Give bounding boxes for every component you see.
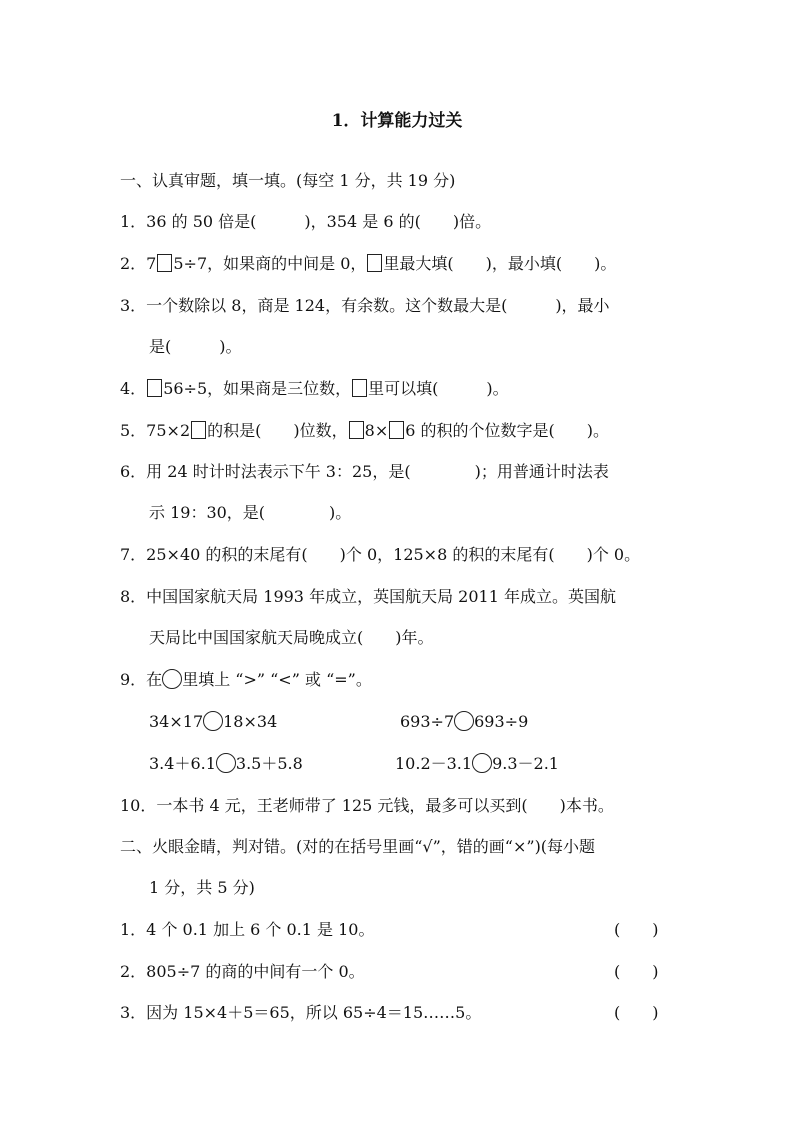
- question-2-part-a: 2．7: [120, 254, 157, 273]
- question-4: [120, 378, 509, 400]
- question-9-row-1: [149, 711, 709, 733]
- judge-item-3: [120, 1002, 680, 1024]
- compare-circle[interactable]: [162, 669, 182, 689]
- question-4-part-a: 4．: [120, 379, 147, 398]
- question-1: 1．36 的 50 倍是( )，354 是 6 的( )倍。: [120, 212, 492, 231]
- question-8-line-1: 8．中国国家航天局 1993 年成立，英国航天局 2011 年成立。英国航: [120, 587, 616, 606]
- question-5-part-c: 8×: [364, 421, 389, 440]
- question-9-intro-a: 9．在: [120, 670, 163, 689]
- answer-box[interactable]: [157, 254, 172, 272]
- page-title: 1．计算能力过关: [331, 111, 463, 131]
- section2-heading-line-2: 1 分，共 5 分): [149, 878, 255, 897]
- question-6-line-1: 6．用 24 时计时法表示下午 3：25，是( )；用普通计时法表: [120, 462, 609, 481]
- question-9-intro-b: 里填上 “>” “<” 或 “=”。: [182, 670, 372, 689]
- judge-item-text: 1．4 个 0.1 加上 6 个 0.1 是 10。: [120, 920, 375, 939]
- answer-box[interactable]: [349, 421, 364, 439]
- question-3-line-2: 是( )。: [149, 337, 242, 356]
- answer-box[interactable]: [191, 421, 206, 439]
- judge-answer-paren[interactable]: ( ): [614, 920, 659, 939]
- judge-answer-paren[interactable]: ( ): [614, 1003, 659, 1022]
- judge-item-2: [120, 961, 680, 983]
- question-9-row-1-right: [400, 711, 528, 733]
- compare-circle[interactable]: [216, 753, 236, 773]
- judge-item-text: 3．因为 15×4＋5＝65，所以 65÷4＝15……5。: [120, 1003, 482, 1022]
- question-7: 7．25×40 的积的末尾有( )个 0，125×8 的积的末尾有( )个 0。: [120, 545, 641, 564]
- question-9-intro: [120, 669, 372, 691]
- question-5-part-a: 5．75×2: [120, 421, 191, 440]
- answer-box[interactable]: [352, 379, 367, 397]
- answer-box[interactable]: [147, 379, 162, 397]
- answer-box[interactable]: [389, 421, 404, 439]
- question-9-row-2-right: [395, 753, 559, 775]
- section2-heading-line-1: 二、火眼金睛，判对错。(对的在括号里画“√”，错的画“×”)(每小题: [120, 837, 596, 856]
- question-9-row-2: [149, 753, 709, 775]
- answer-box[interactable]: [367, 254, 382, 272]
- question-2: [120, 253, 616, 275]
- compare-left-expr-b: 3.5＋5.8: [235, 754, 303, 773]
- compare-circle[interactable]: [203, 711, 223, 731]
- compare-right-expr-b: 9.3－2.1: [492, 754, 559, 773]
- question-4-part-b: 56÷5，如果商是三位数，: [163, 379, 352, 398]
- question-10: 10．一本书 4 元，王老师带了 125 元钱，最多可以买到( )本书。: [120, 796, 614, 815]
- question-6-line-2: 示 19：30，是( )。: [149, 503, 352, 522]
- compare-circle[interactable]: [454, 711, 474, 731]
- judge-answer-paren[interactable]: ( ): [614, 962, 659, 981]
- question-5: [120, 420, 609, 442]
- compare-left-expr-a: 34×17: [149, 712, 204, 731]
- question-3-line-1: 3．一个数除以 8，商是 124，有余数。这个数最大是( )，最小: [120, 296, 610, 315]
- question-2-part-c: 里最大填( )，最小填( )。: [383, 254, 617, 273]
- section1-heading: 一、认真审题，填一填。(每空 1 分，共 19 分): [120, 171, 456, 190]
- compare-left-expr-a: 3.4＋6.1: [149, 754, 216, 773]
- compare-circle[interactable]: [472, 753, 492, 773]
- compare-right-expr-b: 693÷9: [474, 712, 529, 731]
- question-5-part-b: 的积是( )位数，: [207, 421, 348, 440]
- judge-item-text: 2．805÷7 的商的中间有一个 0。: [120, 962, 365, 981]
- question-8-line-2: 天局比中国国家航天局晚成立( )年。: [149, 628, 434, 647]
- compare-right-expr-a: 10.2－3.1: [395, 754, 473, 773]
- compare-right-expr-a: 693÷7: [400, 712, 455, 731]
- compare-left-expr-b: 18×34: [223, 712, 278, 731]
- question-2-part-b: 5÷7，如果商的中间是 0，: [173, 254, 367, 273]
- judge-item-1: [120, 919, 680, 941]
- question-5-part-d: 6 的积的个位数字是( )。: [405, 421, 609, 440]
- question-4-part-c: 里可以填( )。: [368, 379, 509, 398]
